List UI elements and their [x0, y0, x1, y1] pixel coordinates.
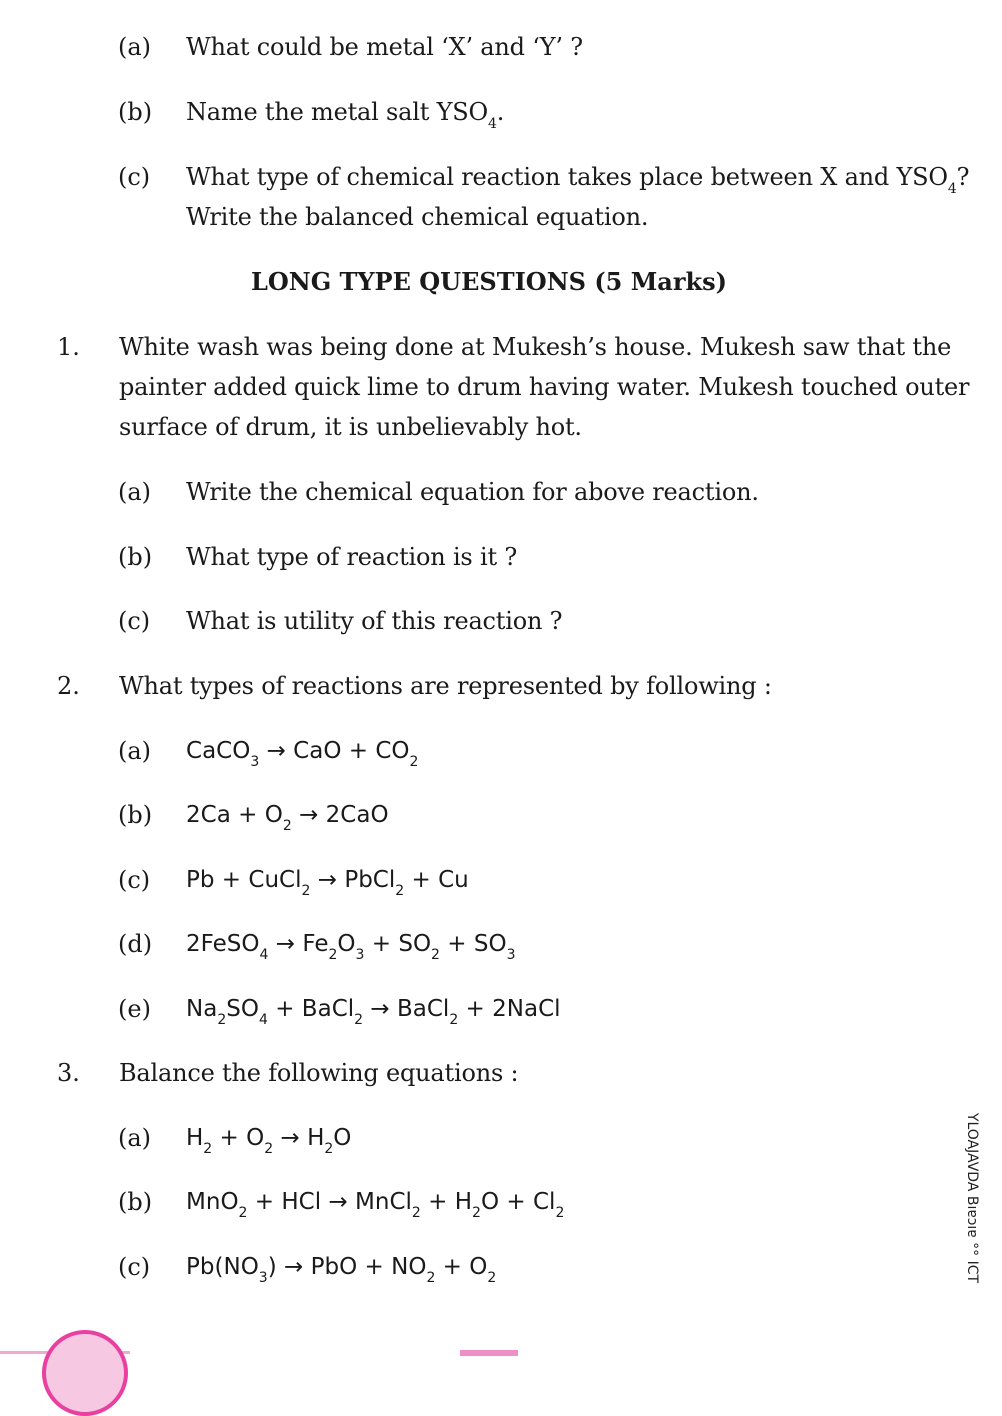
- prev-q-label-c: (c): [118, 163, 151, 191]
- prev-q-text-a: What could be metal ‘X’ and ‘Y’ ?: [186, 33, 583, 61]
- prev-q-text-c-line2: Write the balanced chemical equation.: [186, 203, 649, 231]
- q2-label-b: (b): [118, 801, 153, 829]
- section-heading: LONG TYPE QUESTIONS (5 Marks): [250, 267, 727, 296]
- page-number-badge: [42, 1330, 128, 1416]
- prev-q-text-b: Name the metal salt $YSO_4$.: [186, 98, 505, 132]
- side-watermark-text: YLOAJAVDA Bıɐɔıɐ °° ICT: [964, 1112, 980, 1284]
- q2-number: 2.: [57, 672, 80, 700]
- q3-equation-b: MnO$_2$ + HCl → MnCl$_2$ + $H_2O + Cl_2$: [186, 1189, 565, 1221]
- q2-equation-c: Pb + CuCl$_2$ → PbCl$_2$ + Cu: [186, 867, 469, 899]
- q2-equation-a: CaCO$_3$ → CaO + $CO_2$: [186, 738, 419, 770]
- q1-label-b: (b): [118, 543, 153, 571]
- q3-label-a: (a): [118, 1124, 152, 1152]
- side-watermark: [958, 1108, 986, 1288]
- q3-number: 3.: [57, 1059, 80, 1087]
- q1-text-line1: White wash was being done at Mukesh’s house. Mukesh saw that the: [119, 333, 952, 361]
- prev-q-text-c-line1: What type of chemical reaction takes place between X and $YSO_4$?: [186, 163, 970, 197]
- q1-text-line2: painter added quick lime to drum having water. Mukesh touched outer: [119, 373, 970, 401]
- q3-label-c: (c): [118, 1253, 151, 1281]
- q2-equation-e: $Na_2SO_4$ + BaCl$_2$ → BaCl$_2$ + 2NaCl: [186, 996, 561, 1028]
- q1-label-a: (a): [118, 478, 152, 506]
- prev-q-label-a: (a): [118, 33, 152, 61]
- q3-equation-c: $Pb(NO_3)$ → PbO + $NO_2 + O_2$: [186, 1254, 497, 1286]
- footer-accent-bar: [460, 1350, 518, 1356]
- q1-label-c: (c): [118, 607, 151, 635]
- q1-number: 1.: [57, 333, 80, 361]
- prev-q-label-b: (b): [118, 98, 153, 126]
- q2-label-a: (a): [118, 737, 152, 765]
- q2-text: What types of reactions are represented by following :: [119, 672, 772, 700]
- q1-text-a: Write the chemical equation for above reaction.: [186, 478, 759, 506]
- q2-label-c: (c): [118, 866, 151, 894]
- q1-text-b: What type of reaction is it ?: [186, 543, 517, 571]
- q2-label-e: (e): [118, 995, 151, 1023]
- q1-text-line3: surface of drum, it is unbelievably hot.: [119, 413, 582, 441]
- q2-equation-d: 2FeSO$_4$ → $Fe_2O_3 + SO_2 + SO_3$: [186, 931, 516, 963]
- q3-label-b: (b): [118, 1188, 153, 1216]
- q2-equation-b: $2Ca + O_2 \to 2CaO$: [186, 802, 389, 834]
- q3-equation-a: $H_2 + O_2 \to H_2O$: [186, 1125, 352, 1157]
- q1-text-c: What is utility of this reaction ?: [186, 607, 563, 635]
- q3-text: Balance the following equations :: [119, 1059, 519, 1087]
- q2-label-d: (d): [118, 930, 153, 958]
